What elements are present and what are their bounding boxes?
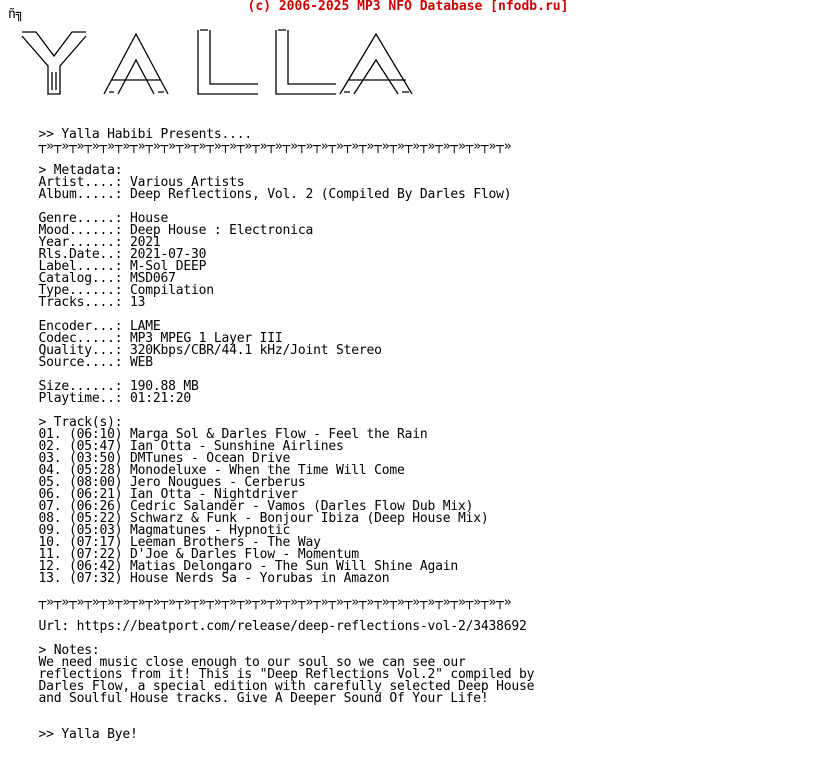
nfo-line: 01. (06:10) Marga Sol & Darles Flow - Feel the Rain <box>8 427 428 442</box>
nfo-line: Playtime..: 01:21:20 <box>8 391 192 406</box>
nfo-line: 09. (05:03) Magmatunes - Hypnotic <box>8 523 291 538</box>
nfo-line: 03. (03:50) DMTunes - Ocean Drive <box>8 451 291 466</box>
nfo-line: Label.....: M-Sol DEEP <box>8 259 207 274</box>
nfo-line: Rls.Date..: 2021-07-30 <box>8 247 207 262</box>
nfo-text <box>8 9 534 741</box>
nfo-line: 06. (06:21) Ian Otta - Nightdriver <box>8 487 298 502</box>
nfo-line: 13. (07:32) House Nerds Sa - Yorubas in Amazon <box>8 571 390 586</box>
nfo-line: We need music close enough to our soul so we can see our <box>8 655 466 670</box>
nfo-line: 11. (07:22) D'Joe & Darles Flow - Momentum <box>8 547 359 562</box>
nfo-line: Genre.....: House <box>8 211 169 226</box>
nfo-line: Artist....: Various Artists <box>8 175 245 190</box>
nfo-line: 08. (05:22) Schwarz & Funk - Bonjour Ibiza (Deep House Mix) <box>8 511 489 526</box>
nfo-line: >> Yalla Habibi Presents.... <box>8 127 253 142</box>
nfo-line: reflections from it! This is "Deep Reflections Vol.2" compiled by <box>8 667 535 682</box>
nfo-line: Encoder...: LAME <box>8 319 161 334</box>
nfo-line: Source....: WEB <box>8 355 153 370</box>
nfo-line: Catalog...: MSD067 <box>8 271 176 286</box>
nfo-line: > Notes: <box>8 643 100 658</box>
nfo-line: Album.....: Deep Reflections, Vol. 2 (Compiled By Darles Flow) <box>8 187 512 202</box>
nfo-line: and Soulful House tracks. Give A Deeper Sound Of Your Life! <box>8 691 489 706</box>
nfo-line: > Track(s): <box>8 415 123 430</box>
nfo-line: 10. (07:17) Leeman Brothers - The Way <box>8 535 321 550</box>
nfo-line: ┬»┬»┬»┬»┬»┬»┬»┬»┬»┬»┬»┬»┬»┬»┬»┬»┬»┬»┬»┬»┬»┬»┬»┬»┬»┬»┬»┬»┬»┬»┬» <box>8 595 512 610</box>
nfo-line: Codec.....: MP3 MPEG 1 Layer III <box>8 331 283 346</box>
nfo-line: Size......: 190.88 MB <box>8 379 199 394</box>
nfo-line[interactable]: Url: https://beatport.com/release/deep-reflections-vol-2/3438692 <box>8 619 527 634</box>
nfo-line: ┬»┬»┬»┬»┬»┬»┬»┬»┬»┬»┬»┬»┬»┬»┬»┬»┬»┬»┬»┬»┬»┬»┬»┬»┬»┬»┬»┬»┬»┬»┬» <box>8 139 512 154</box>
nfo-line: Darles Flow, a special edition with carefully selected Deep House <box>8 679 535 694</box>
nfo-line: 12. (06:42) Matias Delongaro - The Sun Will Shine Again <box>8 559 458 574</box>
nfo-line: 07. (06:26) Cedric Salander - Vamos (Darles Flow Dub Mix) <box>8 499 474 514</box>
nfo-line: 04. (05:28) Monodeluxe - When the Time Will Come <box>8 463 405 478</box>
nfo-line: > Metadata: <box>8 163 123 178</box>
nfo-line: 05. (08:00) Jero Nougues - Cerberus <box>8 475 306 490</box>
nfo-line: >> Yalla Bye! <box>8 727 138 742</box>
nfo-line: Type......: Compilation <box>8 283 214 298</box>
nfo-line: Mood......: Deep House : Electronica <box>8 223 314 238</box>
nfo-line: ñ╗ <box>8 7 24 22</box>
site-banner: (c) 2006-2025 MP3 NFO Database [nfodb.ru] <box>247 0 569 14</box>
nfo-line: Tracks....: 13 <box>8 295 146 310</box>
nfo-line: 02. (05:47) Ian Otta - Sunshine Airlines <box>8 439 344 454</box>
nfo-line: Quality...: 320Kbps/CBR/44.1 kHz/Joint Stereo <box>8 343 382 358</box>
nfo-line: Year......: 2021 <box>8 235 161 250</box>
